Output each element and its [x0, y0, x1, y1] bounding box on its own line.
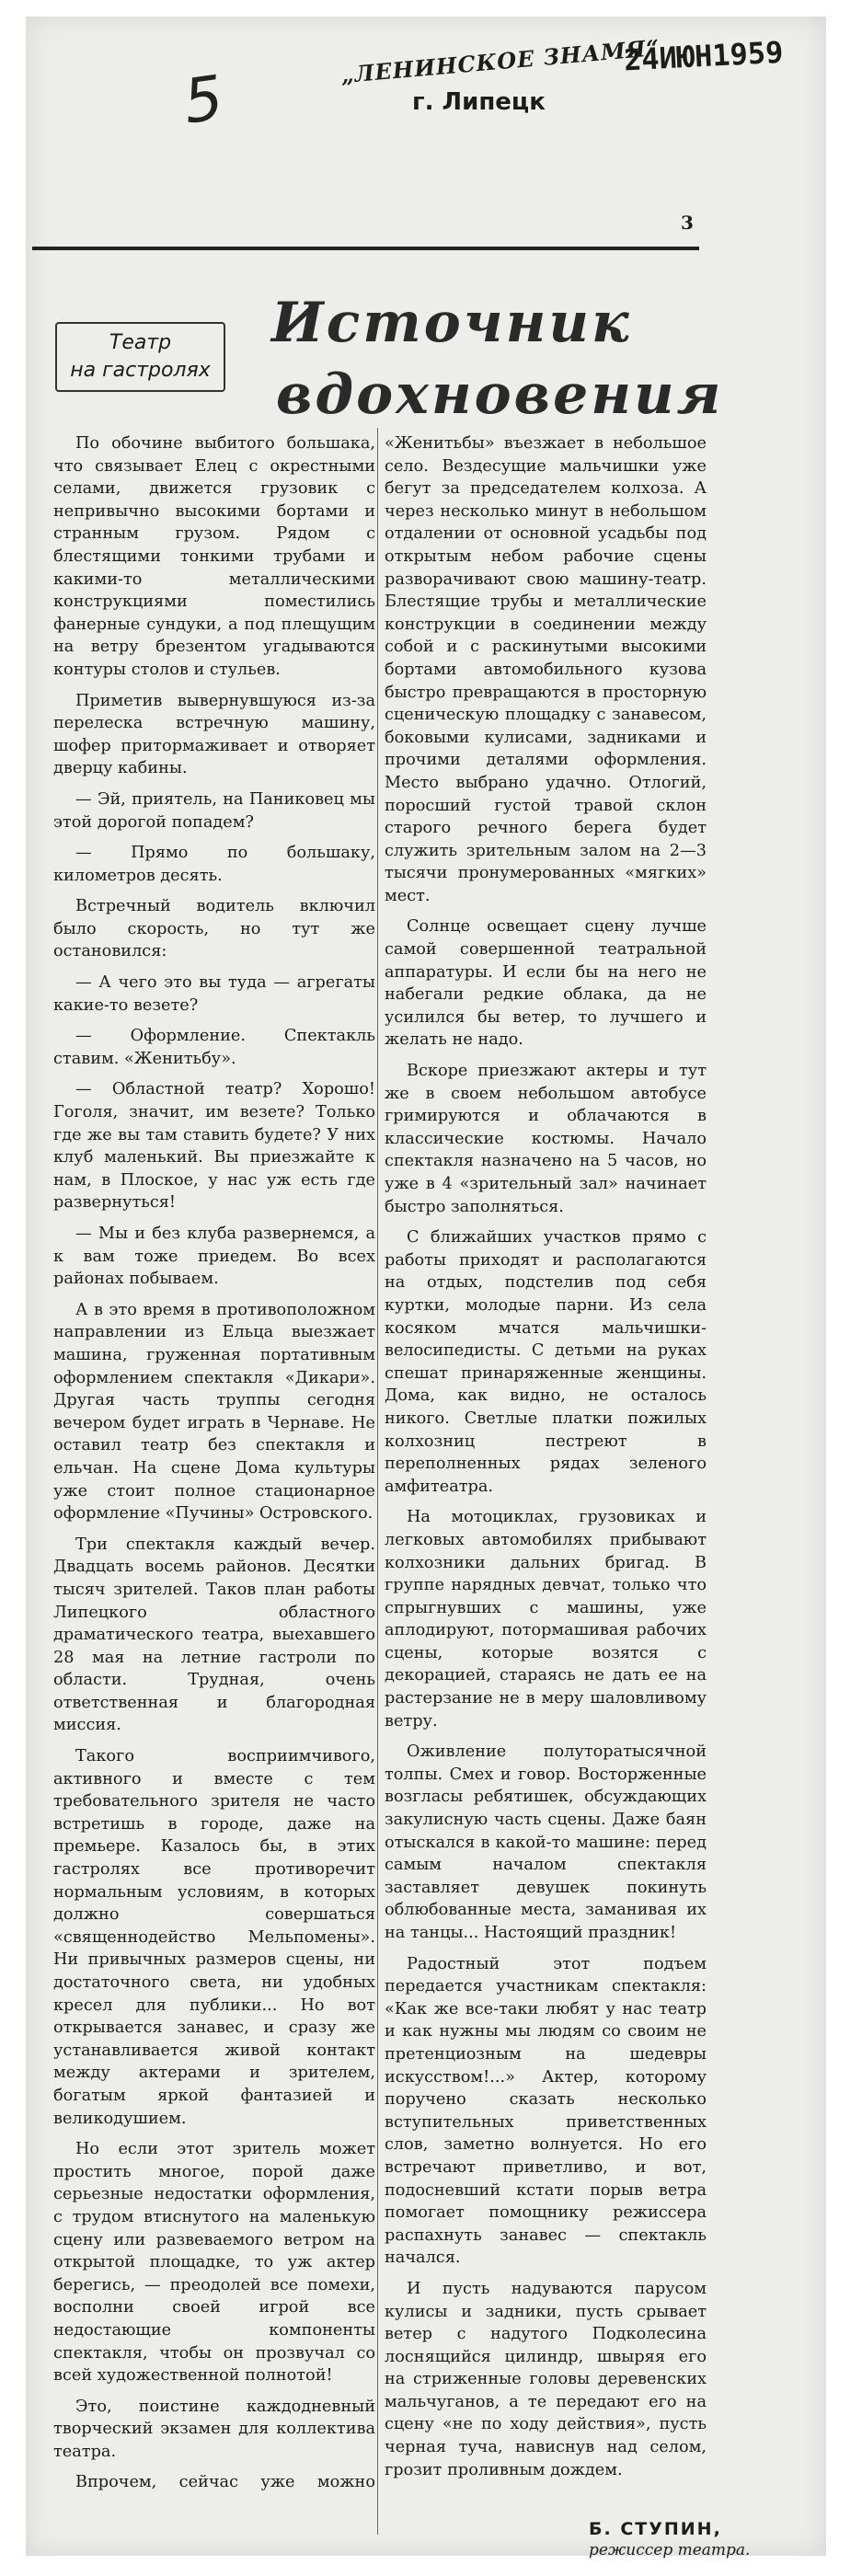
paragraph: — Областной театр? Хорошо! Гоголя, значит, им везете? Только где же вы там ставить будете? У них клуб маленький. Вы приезжайте к нам, в Плоское, у нас уж есть где развернуться! [53, 1080, 375, 1213]
paragraph: Встречный водитель включил было скорость, но тут же остановился: [53, 897, 375, 961]
paragraph: — Оформление. Спектакль ставим. «Женитьбу». [53, 1027, 375, 1068]
paragraph: Но если этот зритель может простить многое, порой даже серьезные недостатки оформления, с трудом втиснутого на маленькую сцену или развеваемого ветром на открытой площадке, то уж актер берегись, — преодолей все помехи, восполни своей игрой все недостающие компоненты спектакля, чтобы он прозвучал со всей художественной полнотой! [53, 2140, 375, 2386]
paragraph: Солнце освещает сцену лучше самой совершенной театральной аппаратуры. И если бы на него не набегали редкие облака, да не усилился бы ветер, то лучшего и желать не надо. [385, 917, 707, 1050]
paragraph: Радостный этот подъем передается участникам спектакля: «Как же все-таки любят у нас театр и как нужны мы людям со своим не претенциозным на шедевры искусством!...» Актер, которому поручено сказать несколько вступительных приветственных слов, заметно волнуется. Но его встречают приветливо, и вот, подосневший кстати порыв ветра помогает помощнику режиссера распахнуть занавес — спектакль начался. [385, 1954, 707, 2268]
article-column-right [385, 432, 707, 2493]
paragraph: Такого восприимчивого, активного и вместе с тем требовательного зрителя не часто встретишь в городе, даже на премьере. Казалось бы, в этих гастролях все противоречит нормальным условиям, в которых должно совершаться «священнодейство Мельпомены». Ни привычных размеров сцены, ни достаточного света, ни удобных кресел для публики... Но вот открывается занавес, и сразу же устанавливается живой контакт между актерами и зрителем, богатым яркой фантазией и великодушием. [53, 1747, 375, 2128]
rubric-box [55, 322, 225, 392]
date-stamp: 24ИЮН1959 [623, 34, 785, 78]
paragraph [385, 2490, 707, 2493]
paragraph: Оживление полуторатысячной толпы. Смех и говор. Восторженные возгласы ребятишек, обсуждающих закулисную часть сцены. Даже баян отыскался в какой-то машине: перед самым началом спектакля заставляет девушек покинуть облюбованные места, заманивая их на танцы... Настоящий праздник! [385, 1742, 707, 1942]
paragraph: По обочине выбитого большака, что связывает Елец с окрестными селами, движется грузовик с непривычно высокими бортами и странным грузом. Рядом с блестящими тонкими трубами и какими-то металлическими конструкциями поместились фанерные сундуки, а под плещущим на ветру брезентом угадываются контуры столов и стульев. [53, 434, 375, 679]
newspaper-name-stamp: „ЛЕНИНСКОЕ ЗНАМЯ“ [339, 33, 661, 89]
paragraph: Три спектакля каждый вечер. Двадцать восемь районов. Десятки тысяч зрителей. Таков план работы Липецкого областного драматического театра, выехавшего 28 мая на летние гастроли по области. Трудная, очень ответственная и благородная миссия. [53, 1535, 375, 1735]
paragraph: Вскоре приезжают актеры и тут же в своем небольшом автобусе гримируются и облачаются в классические костюмы. Начало спектакля назначено на 5 часов, но уже в 4 «зрительный зал» начинает быстро заполняться. [385, 1062, 707, 1216]
paragraph: С ближайших участков прямо с работы приходят и располагаются на отдых, подстелив под себя куртки, молодые парни. Из села косяком мчатся мальчишки-велосипедисты. С детьми на руках спешат принаряженные женщины. Дома, как видно, не осталось никого. Светлые платки пожилых колхозниц пестреют в переполненных рядах зеленого амфитеатра. [385, 1228, 707, 1496]
paragraph: И пусть надуваются парусом кулисы и задники, пусть срывает ветер с надутого Подколесина лоснящийся цилиндр, швыряя его на стриженные головы деревенских мальчуганов, а те передают его на сцену «не по ходу действия», пусть черная туча, нависнув над селом, грозит проливным дождем. [385, 2279, 707, 2479]
paragraph: — Прямо по большаку, километров десять. [53, 844, 375, 885]
paragraph: На мотоциклах, грузовиках и легковых автомобилях прибывают колхозники дальних бригад. В группе нарядных девчат, только что спрыгнувших с машины, уже аплодируют, потормашивая рабочих сцены, которые возятся с декорацией, стараясь не дать ее на растерзание не в меру шаловливому ветру. [385, 1508, 707, 1731]
author-role: режиссер театра. [589, 2541, 751, 2559]
paragraph: «Женитьбы» въезжает в небольшое село. Вездесущие мальчишки уже бегут за председателем колхоза. А через несколько минут в небольшом отдалении от основной усадьбы под открытым небом рабочие сцены разворачивают свою машину-театр. Блестящие трубы и металлические конструкции в соединении между собой и с раскинутыми высокими бортами автомобильного кузова быстро превращаются в просторную сценическую площадку с занавесом, боковыми кулисами, задниками и прочими деталями оформления. Место выбрано удачно. Отлогий, поросший густой травой склон старого речного берега будет служить зрительным залом на 2—3 тысячи пронумерованных «мягких» мест. [385, 434, 707, 905]
rubric-line-2: на гастролях [70, 359, 211, 382]
paragraph: А в это время в противоположном направлении из Ельца выезжает машина, груженная портативным оформлением спектакля «Дикари». Другая часть труппы сегодня вечером будет играть в Чернаве. Не оставил театр без спектакля и ельчан. На сцене Дома культуры уже стоит полное стационарное оформление «Пучины» Островского. [53, 1300, 375, 1524]
paragraph: Впрочем, сейчас уже можно [75, 2473, 375, 2492]
paragraph: Это, поистине каждодневный творческий экзамен для коллектива театра. [53, 2397, 375, 2461]
article-title-line-2: вдохновения [276, 362, 724, 427]
article-title-line-1: Источник [271, 291, 632, 355]
paragraph: — А чего это вы туда — агрегаты какие-то везете? [53, 973, 375, 1015]
page-number: 3 [681, 212, 694, 234]
paragraph: — Мы и без клуба развернемся, а к вам тоже приедем. Во всех районах побываем. [53, 1225, 375, 1289]
paragraph: — Эй, приятель, на Паниковец мы этой дорогой попадем? [53, 789, 375, 832]
column-divider [377, 428, 378, 2535]
newspaper-city-stamp: г. Липецк [412, 88, 546, 116]
archive-number: 5 [178, 62, 228, 138]
article-title [271, 287, 724, 431]
header-rule [32, 247, 699, 250]
rubric-line-1: Театр [109, 331, 172, 354]
article-column-left [53, 432, 375, 2493]
author-name: Б. СТУПИН, [589, 2519, 722, 2539]
paragraph: Приметив вывернувшуюся из-за перелеска встречную машину, шофер притормаживает и отворяет дверцу кабины. [53, 691, 375, 778]
